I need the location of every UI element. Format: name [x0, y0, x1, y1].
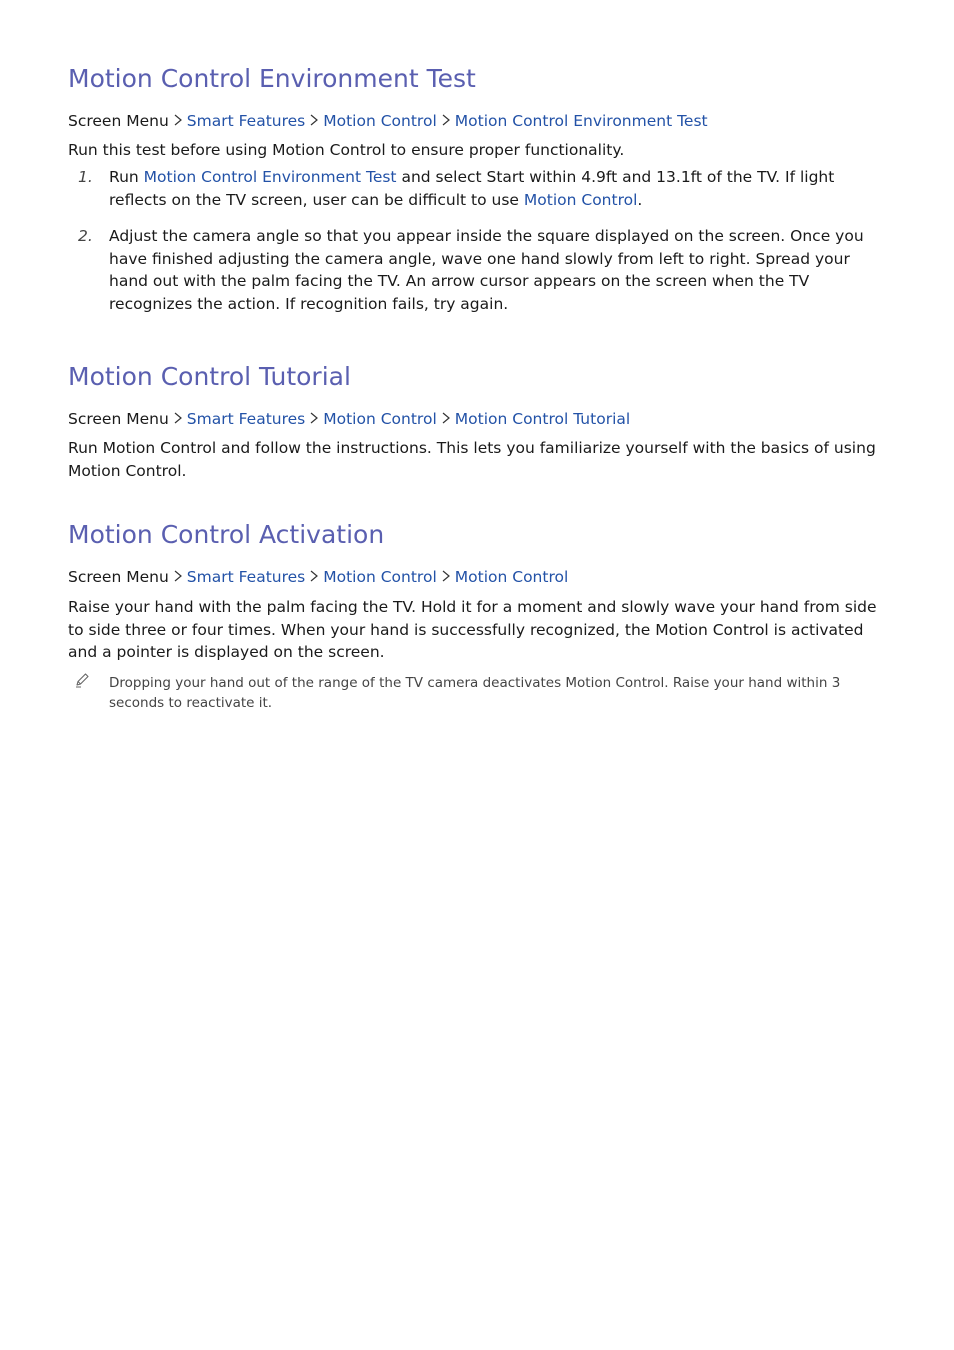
chevron-right-icon [437, 110, 455, 132]
step-number: 2. [78, 227, 93, 245]
chevron-right-icon [305, 110, 323, 132]
note-item [68, 673, 888, 715]
chevron-right-icon [305, 566, 323, 588]
breadcrumb-root: Screen Menu [68, 410, 169, 428]
breadcrumb [68, 566, 568, 588]
chevron-right-icon [169, 110, 187, 132]
breadcrumb-link-smart-features[interactable]: Smart Features [186, 568, 306, 586]
section-intro: Run this test before using Motion Control to ensure proper functionality. [68, 141, 625, 159]
step-text: Adjust the camera angle so that you appear inside the square displayed on the screen. Once you have finished adjusting the camera angle, wave one hand slowly from left to right. Spread your hand out with the palm facing the TV. An arrow cursor appears on the screen when the TV recognizes the action. If recognition fails, try again. [109, 227, 864, 313]
link-motion-control[interactable]: Motion Control [523, 190, 638, 209]
section-title-activation: Motion Control Activation [68, 520, 385, 549]
pencil-icon [74, 672, 90, 688]
step-item [68, 166, 888, 216]
note-text: Dropping your hand out of the range of the TV camera deactivates Motion Control. Raise your hand within 3 seconds to reactivate it. [109, 675, 841, 711]
chevron-right-icon [437, 566, 455, 588]
breadcrumb [68, 110, 708, 132]
chevron-right-icon [305, 408, 323, 430]
section-body: Raise your hand with the palm facing the TV. Hold it for a moment and slowly wave your hand from side to side three or four times. When your hand is successfully recognized, the Motion Control is activated and a pointer is displayed on the screen. [68, 598, 877, 661]
breadcrumb-link-smart-features[interactable]: Smart Features [186, 410, 306, 428]
step-text: Run Motion Control Environment Test and select Start within 4.9ft and 13.1ft of the TV. If light reflects on the TV screen, user can be difficult to use Motion Control. [109, 168, 835, 209]
breadcrumb-root: Screen Menu [68, 112, 169, 130]
breadcrumb-link-motion-control[interactable]: Motion Control [323, 568, 437, 586]
chevron-right-icon [437, 408, 455, 430]
breadcrumb-link-smart-features[interactable]: Smart Features [186, 112, 306, 130]
section-title-tutorial: Motion Control Tutorial [68, 362, 351, 391]
section-title-environment-test: Motion Control Environment Test [68, 64, 476, 93]
breadcrumb-link-tutorial[interactable]: Motion Control Tutorial [454, 410, 631, 428]
breadcrumb-link-motion-control[interactable]: Motion Control [323, 112, 437, 130]
step-number: 1. [78, 168, 93, 186]
chevron-right-icon [169, 566, 187, 588]
section-body: Run Motion Control and follow the instructions. This lets you familiarize yourself with the basics of using Motion Control. [68, 439, 876, 480]
breadcrumb-root: Screen Menu [68, 568, 169, 586]
breadcrumb [68, 408, 630, 430]
chevron-right-icon [169, 408, 187, 430]
breadcrumb-link-motion-control[interactable]: Motion Control [323, 410, 437, 428]
link-environment-test[interactable]: Motion Control Environment Test [143, 168, 397, 186]
breadcrumb-link-environment-test[interactable]: Motion Control Environment Test [454, 112, 708, 130]
step-item [68, 225, 888, 320]
breadcrumb-link-motion-control-setting[interactable]: Motion Control [454, 568, 569, 586]
